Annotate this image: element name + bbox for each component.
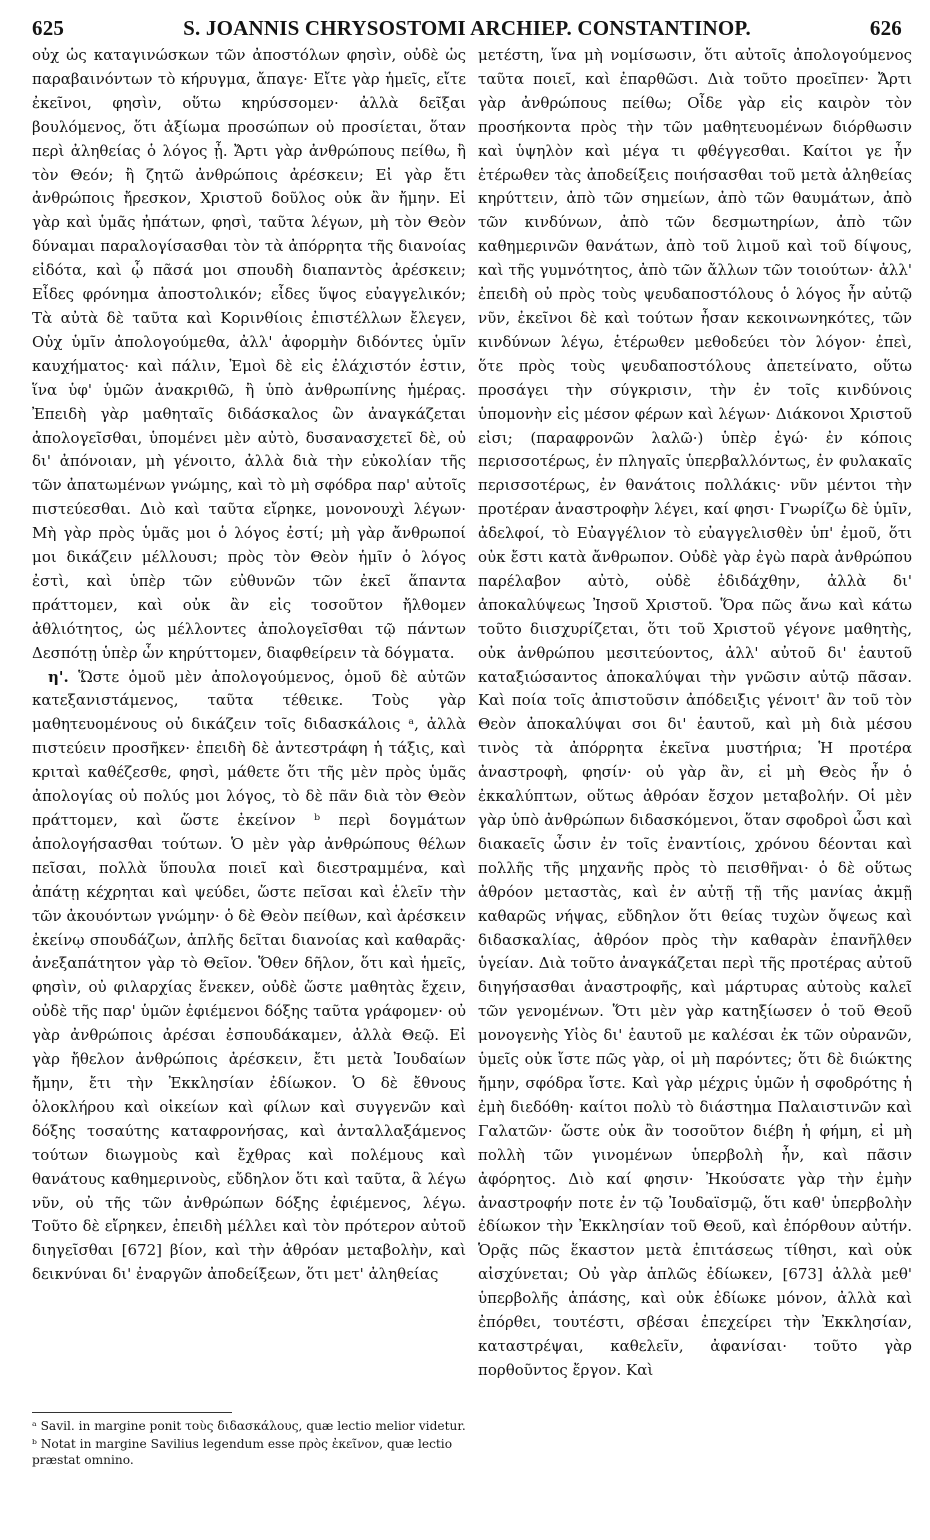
left-paragraph-2 xyxy=(32,666,466,1288)
footnote-a: ᵃ Savil. in margine ponit τοὺς διδασκάλους, quæ lectio melior videtur. xyxy=(32,1419,466,1433)
left-paragraph-1: οὐχ ὡς καταγινώσκων τῶν ἀποστόλων φησὶν, οὐδὲ ὡς παραβαινόντων τὸ κήρυγμα, ἄπαγε· Εἴτε γὰρ ἡμεῖς, εἴτε ἐκεῖνοι, φησὶν, οὕτω κηρύσσομεν· ἀλλὰ δεῖξαι βουλόμενος, ὅτι ἀξίωμα προσώπων οὐ προσίεται, ὅταν περὶ ἀληθείας ὁ λόγος ᾖ. Ἄρτι γὰρ ἀνθρώπους πείθω, ἢ τὸν Θεόν; ἢ ζητῶ ἀνθρώποις ἀρέσκειν; Εἰ γὰρ ἔτι ἀνθρώποις ἤρεσκον, Χριστοῦ δοῦλος οὐκ ἂν ἤμην. Εἰ γὰρ καὶ ὑμᾶς ἠπάτων, φησὶ, ταῦτα λέγων, μὴ τὸν Θεὸν δύναμαι παραλογίσασθαι τὸν τὰ ἀπόρρητα τῆς διανοίας εἰδότα, καὶ ᾧ πᾶσά μοι σπουδὴ διαπαντὸς ἀρέσκειν; Εἶδες φρόνημα ἀποστολικόν; εἶδες ὕψος εὐαγγελικόν; Τὰ αὐτὰ δὲ ταῦτα καὶ Κορινθίοις ἐπιστέλλων ἔλεγεν, Οὐχ ὑμῖν ἀπολογούμεθα, ἀλλ' ἀφορμὴν διδόντες ὑμῖν καυχήματος· καὶ πάλιν, Ἐμοὶ δὲ εἰς ἐλάχιστόν ἐστιν, ἵνα ὑφ' ὑμῶν ἀνακριθῶ, ἢ ὑπὸ ἀνθρωπίνης ἡμέρας. Ἐπειδὴ γὰρ μαθηταῖς διδάσκαλος ὢν ἀναγκάζεται ἀπολογεῖσθαι, ὑπομένει μὲν αὐτὸ, δυσανασχετεῖ δὲ, οὐ δι' ἀπόνοιαν, μὴ γένοιτο, ἀλλὰ διὰ τὴν εὐκολίαν τῆς τῶν ἀπατωμένων γνώμης, καὶ τὸ μὴ σφόδρα παρ' αὐτοῖς πιστεύεσθαι. Διὸ καὶ ταῦτα εἴρηκε, μονονουχὶ λέγων· Μὴ γὰρ πρὸς ὑμᾶς μοι ὁ λόγος ἐστί; μὴ γὰρ ἄνθρωποί μοι δικάζειν μέλλουσι; πρὸς τὸν Θεὸν ἡμῖν ὁ λόγος ἐστὶ, καὶ ὑπὲρ τῶν εὐθυνῶν τῶν ἐκεῖ ἅπαντα πράττομεν, καὶ οὐκ ἂν εἰς τοσοῦτον ἤλθομεν ἀθλιότητος, ὡς μέλλοντες ἀπολογεῖσθαι τῷ πάντων Δεσπότῃ ὑπὲρ ὧν κηρύττομεν, διαφθείρειν τὰ δόγματα. xyxy=(32,46,466,662)
page-number-left: 625 xyxy=(32,16,65,40)
footnote-b: ᵇ Notat in margine Savilius legendum esse πρὸς ἐκεῖνον, quæ lectio præstat omnino. xyxy=(32,1436,453,1467)
footnote-divider xyxy=(32,1412,232,1413)
right-paragraph-1: μετέστη, ἵνα μὴ νομίσωσιν, ὅτι αὐτοῖς ἀπολογούμενος ταῦτα ποιεῖ, καὶ ἐπαρθῶσι. Διὰ τοῦτο προεῖπεν· Ἄρτι γὰρ ἀνθρώπους πείθω; Οἶδε γὰρ εἰς καιρὸν τὸν προσήκοντα πρὸς τὴν τῶν μαθητευομένων διόρθωσιν καὶ ὑψηλὸν καὶ μέγα τι φθέγγεσθαι. Καίτοι γε ἦν ἑτέρωθεν τὰς ἀποδείξεις ποιήσασθαι τοῦ μετὰ ἀληθείας κηρύττειν, ἀπὸ τῶν σημείων, ἀπὸ τῶν θαυμάτων, ἀπὸ τῶν κινδύνων, ἀπὸ τῶν δεσμωτηρίων, ἀπὸ τῶν καθημερινῶν θανάτων, ἀπὸ τοῦ λιμοῦ καὶ τοῦ δίψους, καὶ τῆς γυμνότητος, ἀπὸ τῶν ἄλλων τῶν τοιούτων· ἀλλ' ἐπειδὴ οὐ πρὸς τοὺς ψευδαποστόλους ὁ λόγος ἦν αὐτῷ νῦν, ἐκεῖνοι δὲ καὶ τούτων ἦσαν κεκοινωνηκότες, τῶν κινδύνων λέγω, ἑτέρωθεν μεθοδεύει τὸν λόγον· ἐπεὶ, ὅτε πρὸς τοὺς ψευδαποστόλους ἀπετείνατο, οὕτω προσάγει τὴν σύγκρισιν, τὴν ἐν τοῖς κινδύνοις ὑπομονὴν εἰς μέσον φέρων καὶ λέγων· Διάκονοι Χριστοῦ εἰσι; (παραφρονῶν λαλῶ·) ὑπὲρ ἐγώ· ἐν κόποις περισσοτέρως, ἐν πληγαῖς ὑπερβαλλόντως, ἐν φυλακαῖς περισσοτέρως, ἐν θανάτοις πολλάκις· νῦν μέντοι τὴν προτέραν ἀναστροφὴν λέγει, καί φησι· Γνωρίζω δὲ ὑμῖν, ἀδελφοί, τὸ Εὐαγγέλιον τὸ εὐαγγελισθὲν ὑπ' ἐμοῦ, ὅτι οὐκ ἔστι κατὰ ἄνθρωπον. Οὐδὲ γὰρ ἐγὼ παρὰ ἀνθρώπου παρέλαβον αὐτὸ, οὐδὲ ἐδιδάχθην, ἀλλὰ δι' ἀποκαλύψεως Ἰησοῦ Χριστοῦ. Ὅρα πῶς ἄνω καὶ κάτω τοῦτο διισχυρίζεται, ὅτι τοῦ Χριστοῦ γέγονε μαθητὴς, οὐκ ἀνθρώπου μεσιτεύοντος, ἀλλ' αὐτοῦ δι' ἑαυτοῦ καταξιώσαντος ἀποκαλύψαι τὴν γνῶσιν αὐτῷ πᾶσαν. Καὶ ποία τοῖς ἀπιστοῦσιν ἀπόδειξις γένοιτ' ἂν τοῦ τὸν Θεὸν ἀποκαλύψαι σοι δι' ἑαυτοῦ, καὶ μὴ διὰ μέσου τινὸς τὰ ἀπόρρητα ἐκεῖνα μυστήρια; Ἡ προτέρα ἀναστροφὴ, φησίν· οὐ γὰρ ἂν, εἰ μὴ Θεὸς ἦν ὁ ἐκκαλύπτων, οὕτως ἀθρόαν ἔσχον μεταβολήν. Οἱ μὲν γὰρ ὑπὸ ἀνθρώπων διδασκόμενοι, ὅταν σφοδροὶ ὦσι καὶ διακαεῖς ὦσιν ἐν τοῖς ἐναντίοις, χρόνου δέονται καὶ πολλῆς τῆς μηχανῆς πρὸς τὸ πεισθῆναι· ὁ δὲ οὕτως ἀθρόον μεταστὰς, καὶ ἐν αὐτῇ τῇ τῆς μανίας ἀκμῇ καθαρῶς νήψας, εὔδηλον ὅτι θείας τυχὼν ὄψεως καὶ διδασκαλίας, ἀθρόον πρὸς τὴν καθαρὰν ἐπανῆλθεν ὑγείαν. Διὰ τοῦτο ἀναγκάζεται περὶ τῆς προτέρας αὐτοῦ διηγήσασθαι ἀναστροφῆς, καὶ μάρτυρας αὐτοὺς καλεῖ τῶν γενομένων. Ὅτι μὲν γὰρ κατηξίωσεν ὁ τοῦ Θεοῦ μονογενὴς Υἱὸς δι' ἑαυτοῦ με καλέσαι ἐκ τῶν οὐρανῶν, ὑμεῖς οὐκ ἴστε πῶς γὰρ, οἱ μὴ παρόντες; ὅτι δὲ διώκτης ἤμην, σφόδρα ἴστε. Καὶ γὰρ μέχρις ὑμῶν ἡ σφοδρότης ἡ ἐμὴ διεδόθη· καίτοι πολὺ τὸ διάστημα Παλαιστινῶν καὶ Γαλατῶν· ὥστε οὐκ ἂν τοσοῦτον διέβη ἡ φήμη, εἰ μὴ πολλὴ τῶν γινομένων ὑπερβολὴ ἦν, καὶ πᾶσιν ἀφόρητος. Διὸ καί φησιν· Ἠκούσατε γὰρ τὴν ἐμὴν ἀναστροφήν ποτε ἐν τῷ Ἰουδαϊσμῷ, ὅτι καθ' ὑπερβολὴν ἐδίωκον τὴν Ἐκκλησίαν τοῦ Θεοῦ, καὶ ἐπόρθουν αὐτήν. Ὁρᾷς πῶς ἕκαστον μετὰ ἐπιτάσεως τίθησι, καὶ οὐκ αἰσχύνεται; Οὐ γὰρ ἁπλῶς ἐδίωκεν, [673] ἀλλὰ μεθ' ὑπερβολῆς ἁπάσης, καὶ οὐκ ἐδίωκε μόνον, ἀλλὰ καὶ ἐπόρθει, τουτέστι, σβέσαι ἐπεχείρει τὴν Ἐκκλησίαν, καταστρέψαι, καθελεῖν, ἀφανίσαι· τοῦτο γὰρ πορθοῦντος ἔργον. Καὶ xyxy=(478,46,912,1379)
left-paragraph-2-text: Ὥστε ὁμοῦ μὲν ἀπολογούμενος, ὁμοῦ δὲ αὐτῶν κατεξανιστάμενος, ταῦτα τέθεικε. Τοὺς γὰρ μαθητευομένους οὐ δικάζειν τοῖς διδασκάλοις ᵃ, ἀλλὰ πιστεύειν προσῆκεν· ἐπειδὴ δὲ ἀντεστράφη ἡ τάξις, καὶ κριταὶ καθέζεσθε, φησὶ, μάθετε ὅτι τῆς μὲν πρὸς ὑμᾶς ἀπολογίας οὐ πολύς μοι λόγος, τὸ δὲ πᾶν διὰ τὸν Θεὸν πράττομεν, καὶ ὥστε ἐκείνον ᵇ περὶ δογμάτων ἀπολογήσασθαι τούτων. Ὁ μὲν γὰρ ἀνθρώπους θέλων πεῖσαι, πολλὰ ὕπουλα ποιεῖ καὶ διεστραμμένα, καὶ ἀπάτῃ κέχρηται καὶ ψεύδει, ὥστε πεῖσαι καὶ ἑλεῖν τὴν τῶν ἀκουόντων γνώμην· ὁ δὲ Θεὸν πείθων, καὶ ἀρέσκειν ἐκείνῳ σπουδάζων, ἁπλῆς δεῖται διανοίας καὶ καθαρᾶς· ἀνεξαπάτητον γὰρ τὸ Θεῖον. Ὅθεν δῆλον, ὅτι καὶ ἡμεῖς, φησὶν, οὐ φιλαρχίας ἕνεκεν, οὐδὲ ὥστε μαθητὰς ἔχειν, οὐδὲ τῆς παρ' ὑμῶν ἐφιέμενοι δόξης ταῦτα γράφομεν· οὐ γὰρ ἀνθρώποις ἀρέσαι ἐσπουδάκαμεν, ἀλλὰ Θεῷ. Εἰ γὰρ ἤθελον ἀνθρώποις ἀρέσκειν, ἔτι μετὰ Ἰουδαίων ἤμην, ἔτι τὴν Ἐκκλησίαν ἐδίωκον. Ὁ δὲ ἔθνους ὁλοκλήρου καὶ οἰκείων καὶ φίλων καὶ συγγενῶν καὶ δόξης τοσαύτης καταφρονήσας, καὶ ἀνταλλαξάμενος τούτων διωγμοὺς καὶ ἔχθρας καὶ πολέμους καὶ θανάτους καθημερινοὺς, εὔδηλον ὅτι καὶ ταῦτα, ἃ λέγω νῦν, οὐ τῆς τῶν ἀνθρώπων δόξης ἐφιέμενος, λέγω. Τοῦτο δὲ εἴρηκεν, ἐπειδὴ μέλλει καὶ τὸν πρότερον αὐτοῦ διηγεῖσθαι [672] βίον, καὶ τὴν ἀθρόαν μεταβολὴν, καὶ δεικνύναι δι' ἐναργῶν ἀποδείξεων, ὅτι μετ' ἀληθείας xyxy=(32,667,466,1284)
footnotes xyxy=(32,1418,466,1522)
section-number: η'. xyxy=(48,667,69,686)
page-number-right: 626 xyxy=(869,16,902,40)
running-title: S. JOANNIS CHRYSOSTOMI ARCHIEP. CONSTANTINOP. xyxy=(183,16,751,40)
running-header xyxy=(32,10,902,44)
right-text-column xyxy=(478,44,912,1514)
left-text-column xyxy=(32,44,466,1406)
